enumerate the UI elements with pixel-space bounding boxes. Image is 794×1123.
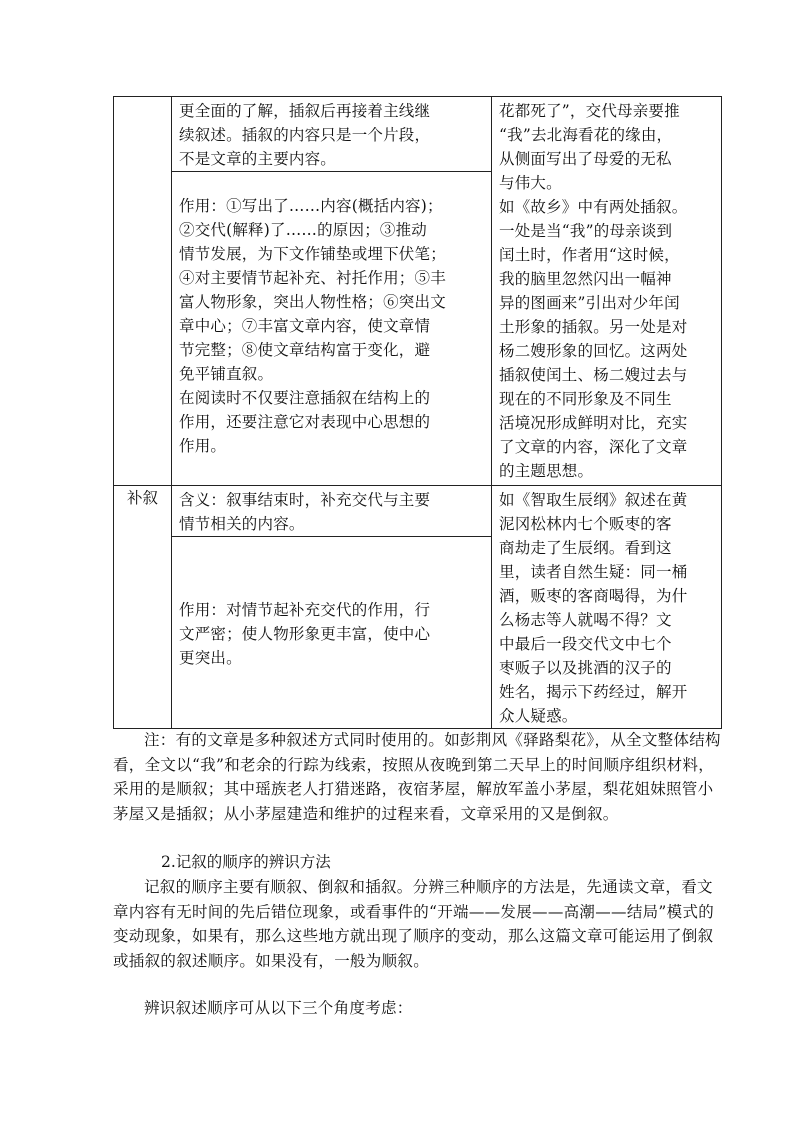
supplement-meaning-text: 含义：叙事结束时，补充交代与主要 情节相关的内容。 <box>179 491 431 533</box>
method-paragraph: 记叙的顺序主要有顺叙、倒叙和插叙。分辨三种顺序的方法是，先通读文章，看文章内容有无时间的先后错位现象，或看事件的“开端——发展——高潮——结局”模式的变动现象，如果有，那么这些地方就出现了顺序的变动，那么这篇文章可能运用了倒叙或插叙的叙述顺序。如果没有，一般为顺叙。 <box>113 878 715 970</box>
insertion-example-text: 花都死了”，交代母亲要推 “我”去北海看花的缘由， 从侧面写出了母爱的无私 与伟大。 如《故乡》中有两处插叙。 一处是当“我”的母亲谈到 闰土时，作者用“这时候， 我的脑里忽然闪出一幅神 异的图画来”引出对少年闰 土形象的插叙。另一处是对 杨二嫂形象的回忆。这两处 插叙使闰土、杨二嫂过去与 现在的不同形象及不同生 活境况形成鲜明对比，充实 了文章的内容，深化了文章 的主题思想。 <box>499 102 688 480</box>
angles-paragraph: 辨识叙述顺序可从以下三个角度考虑： <box>144 999 413 1017</box>
insertion-function-text: 作用：①写出了……内容(概括内容)； ②交代(解释)了……的原因；③推动 情节发展，为下文作铺垫或埋下伏笔； ④对主要情节起补充、衬托作用；⑤丰 富人物形象，突出人物性格；⑥突出文 章中心；⑦丰富文章内容，使文章情 节完整；⑧使文章结构富于变化，避 免平铺直叙。 在阅读时不仅要注意插叙在结构上的 作用，还要注意它对表现中心思想的 作用。 <box>179 197 446 455</box>
table-row <box>114 97 722 172</box>
section-heading: 2.记叙的顺序的辨识方法 <box>161 853 331 871</box>
narrative-order-table <box>113 96 722 729</box>
insertion-example-cell <box>492 97 722 486</box>
table-row <box>114 486 722 537</box>
supplement-function-text: 作用：对情节起补充交代的作用，行 文严密；使人物形象更丰富，使中心 更突出。 <box>179 600 431 667</box>
insertion-meaning-cell <box>172 97 492 172</box>
supplementary-narration-label: 补叙 <box>114 486 172 729</box>
note-paragraph: 注：有的文章是多种叙述方式同时使用的。如彭荆风《驿路梨花》，从全文整体结构看，全文以“我”和老余的行踪为线索，按照从夜晚到第二天早上的时间顺序组织材料，采用的是顺叙；其中瑶族老人打猎迷路，夜宿茅屋，解放军盖小茅屋，梨花姐妹照管小茅屋又是插叙；从小茅屋建造和维护的过程来看，文章采用的又是倒叙。 <box>113 731 721 823</box>
supplement-example-cell <box>492 486 722 729</box>
insertion-meaning-text: 更全面的了解，插叙后再接着主线继 续叙述。插叙的内容只是一个片段， 不是文章的主要内容。 <box>179 102 431 168</box>
supplement-example-text: 如《智取生辰纲》叙述在黄 泥冈松林内七个贩枣的客 商劫走了生辰纲。看到这 里，读者自然生疑：同一桶 酒，贩枣的客商喝得，为什 么杨志等人就喝不得？文 中最后一段交代文中七个 枣贩子以及挑酒的汉子的 姓名，揭示下药经过，解开 众人疑惑。 <box>499 491 688 725</box>
supplement-function-cell <box>172 537 492 729</box>
supplement-meaning-cell <box>172 486 492 537</box>
row-label-empty <box>114 97 172 486</box>
insertion-function-cell <box>172 172 492 486</box>
